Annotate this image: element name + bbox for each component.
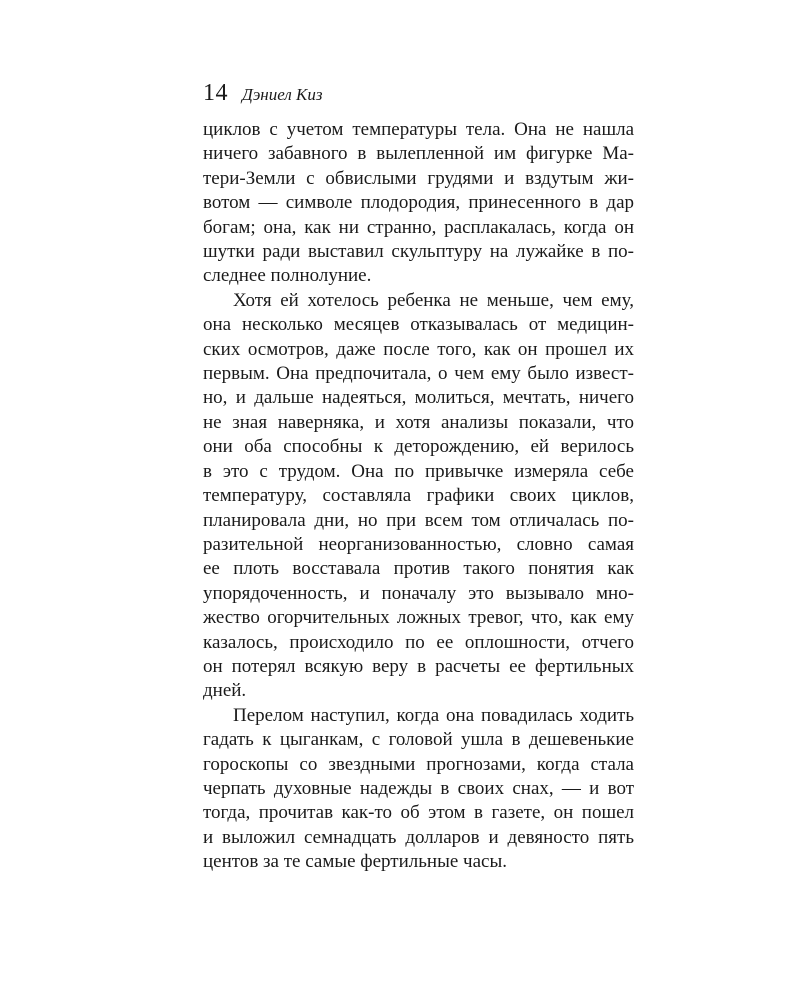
text-line: гороскопы со звездными прогнозами, когда стала — [203, 753, 634, 775]
text-line: и выложил семнадцать долларов и девяносто пять — [203, 826, 634, 848]
text-line: но, и дальше надеяться, молиться, мечтать, ничего — [203, 387, 634, 409]
text-line: циклов с учетом температуры тела. Она не нашла — [203, 119, 634, 140]
text-line: Хотя ей хотелось ребенка не меньше, чем ему, — [233, 289, 634, 311]
text-line: следнее полнолуние. — [203, 265, 372, 287]
text-line: вотом — символе плодородия, принесенного в дар — [203, 192, 634, 214]
text-line: ских осмотров, даже после того, как он прошел их — [203, 338, 634, 360]
text-line: упорядоченность, и поначалу это вызывало мно- — [203, 582, 634, 604]
text-line: она несколько месяцев отказывалась от медицин- — [203, 314, 634, 336]
text-line: первым. Она предпочитала, о чем ему было извест- — [203, 363, 634, 385]
text-line: ее плоть восставала против такого понятия как — [203, 558, 634, 580]
text-line: он потерял всякую веру в расчеты ее фертильных — [203, 655, 634, 677]
text-line: гадать к цыганкам, с головой ушла в дешевенькие — [203, 729, 634, 751]
running-head-author: Дэниел Киз — [242, 85, 323, 104]
text-line: ничего забавного в вылепленной им фигурке Ма- — [203, 143, 634, 165]
text-line: планировала дни, но при всем том отличалась по- — [203, 509, 634, 531]
page-number: 14 — [203, 80, 228, 106]
text-line: разительной неорганизованностью, словно самая — [203, 533, 634, 555]
text-line: жество огорчительных ложных тревог, что, как ему — [203, 607, 634, 629]
text-line: Перелом наступил, когда она повадилась ходить — [233, 704, 634, 726]
text-line: в это с трудом. Она по привычке измеряла себе — [203, 460, 634, 482]
text-line: тери-Земли с обвислыми грудями и вздутым жи- — [203, 167, 634, 189]
text-line: богам; она, как ни странно, расплакалась, когда он — [203, 216, 634, 238]
page-header — [203, 80, 322, 110]
text-line: центов за те самые фертильные часы. — [203, 851, 507, 873]
text-line: дней. — [203, 680, 247, 702]
text-line: температуру, составляла графики своих циклов, — [203, 485, 634, 507]
text-line: шутки ради выставил скульптуру на лужайке в по- — [203, 241, 634, 263]
body-text — [203, 118, 634, 875]
text-line: они оба способны к деторождению, ей верилось — [203, 436, 634, 458]
text-line: тогда, прочитав как-то об этом в газете, он пошел — [203, 802, 634, 824]
text-line: черпать духовные надежды в своих снах, — и вот — [203, 777, 634, 799]
text-line: не зная наверняка, и хотя анализы показали, что — [203, 411, 634, 433]
text-line: казалось, происходило по ее оплошности, отчего — [203, 631, 634, 653]
